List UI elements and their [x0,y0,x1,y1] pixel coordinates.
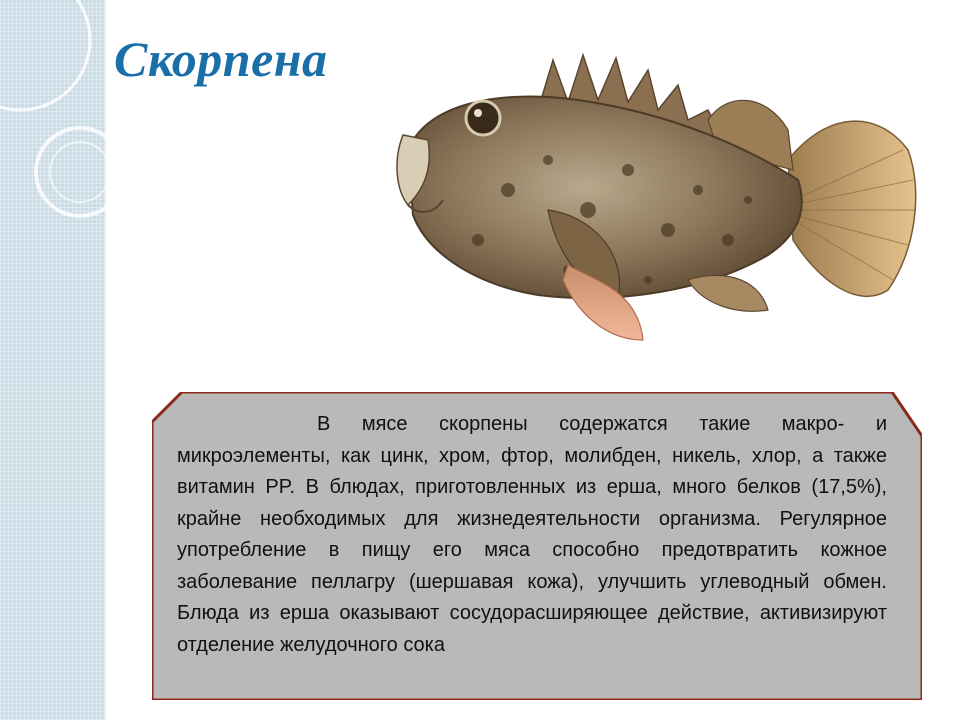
slide-title: Скорпена [114,31,328,87]
scorpionfish-image [388,40,928,350]
info-panel-text: В мясе скорпены содержатся такие макро- и микроэлементы, как цинк, хром, фтор, молибден, никель, хлор, а также витамин PP. В блюдах, приготовленных из ерша, много белков (17,5%), крайне необходимых для жизнедеятельности организма. Регулярное употребление в пищу его мяса способно предотвратить кожное заболевание пеллагру (шершавая кожа), улучшить углеводный обмен. Блюда из ерша оказывают сосудорасширяющее действие, активизируют отделение желудочного сока [177,413,887,656]
decorative-circles [0,0,130,260]
info-panel [152,392,922,700]
